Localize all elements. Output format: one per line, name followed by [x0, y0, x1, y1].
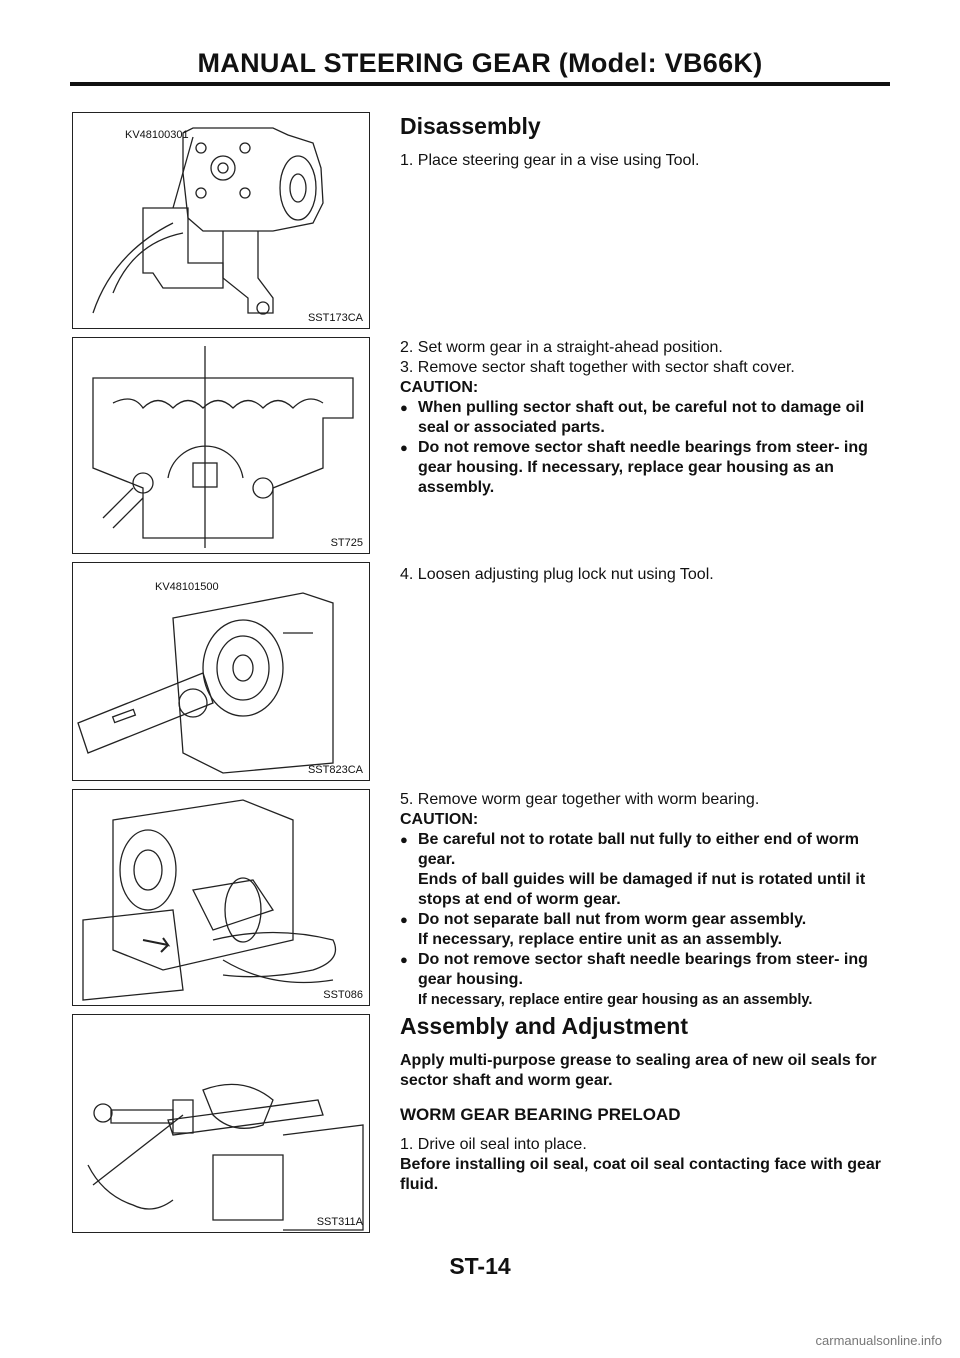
tool-label-kv48101500: KV48101500: [155, 581, 219, 593]
tool-label-kv48100301: KV48100301: [125, 129, 189, 141]
steering-gear-vise-illustration: [73, 113, 370, 329]
step-4: 4. Loosen adjusting plug lock nut using Tool.: [400, 566, 714, 583]
page-number: ST-14: [449, 1253, 511, 1279]
step-3: 3. Remove sector shaft together with sector shaft cover.: [400, 359, 795, 376]
assembly-step-1-note: Before installing oil seal, coat oil seal contacting face with gear fluid.: [400, 1156, 882, 1193]
caution-note: If necessary, replace entire gear housing as an assembly.: [418, 992, 813, 1008]
caution-bullet: ● Do not remove sector shaft needle bearings from steer- ing gear housing.: [400, 951, 868, 988]
assembly-title: Assembly and Adjustment: [400, 1013, 688, 1039]
figure-sst311a: [72, 1014, 370, 1233]
caution-note: Ends of ball guides will be damaged if nut is rotated until it stops at end of worm gear.: [418, 871, 866, 908]
figure-code: ST725: [330, 537, 363, 549]
figure-code: SST311A: [316, 1216, 363, 1228]
step-4-block: [400, 565, 890, 585]
figure-code: SST086: [323, 989, 363, 1001]
step-5-block: [400, 790, 890, 1010]
steps-2-3: [400, 338, 890, 498]
watermark: carmanualsonline.info: [815, 1333, 942, 1348]
disassembly-title: Disassembly: [400, 113, 541, 139]
assembly-intro: Apply multi-purpose grease to sealing area of new oil seals for sector shaft and worm gear.: [400, 1052, 877, 1089]
caution-bullet: ● Do not separate ball nut from worm gear assembly.: [400, 911, 807, 928]
disassembly-section: [400, 113, 890, 171]
step-2: 2. Set worm gear in a straight-ahead position.: [400, 339, 723, 356]
sector-shaft-illustration: [73, 338, 370, 554]
caution-bullet: ● Do not remove sector shaft needle bearings from steer- ing gear housing. If necessary, replace gear housing as an assembly.: [400, 439, 868, 496]
step-5: 5. Remove worm gear together with worm bearing.: [400, 791, 760, 808]
step-1: 1. Place steering gear in a vise using Tool.: [400, 152, 700, 169]
page-header-title: MANUAL STEERING GEAR (Model: VB66K): [197, 48, 763, 78]
header-rule: [70, 82, 890, 86]
caution-note: If necessary, replace entire unit as an assembly.: [418, 931, 783, 948]
figure-code: SST173CA: [307, 312, 363, 324]
figure-sst086: [72, 789, 370, 1006]
figure-sst173ca: [72, 112, 370, 329]
caution-bullet: ● Be careful not to rotate ball nut fully to either end of worm gear.: [400, 831, 859, 868]
worm-gear-removal-illustration: [73, 790, 370, 1006]
lock-nut-wrench-illustration: [73, 563, 370, 781]
caution-label: CAUTION:: [400, 379, 479, 396]
assembly-section: [400, 1013, 890, 1195]
caution-bullet: ● When pulling sector shaft out, be careful not to damage oil seal or associated parts.: [400, 399, 865, 436]
oil-seal-driving-illustration: [73, 1015, 370, 1233]
caution-label: CAUTION:: [400, 811, 479, 828]
assembly-step-1: 1. Drive oil seal into place.: [400, 1136, 587, 1153]
figure-sst823ca: [72, 562, 370, 781]
figure-st725: [72, 337, 370, 554]
preload-subtitle: WORM GEAR BEARING PRELOAD: [400, 1105, 681, 1124]
figure-code: SST823CA: [307, 764, 363, 776]
